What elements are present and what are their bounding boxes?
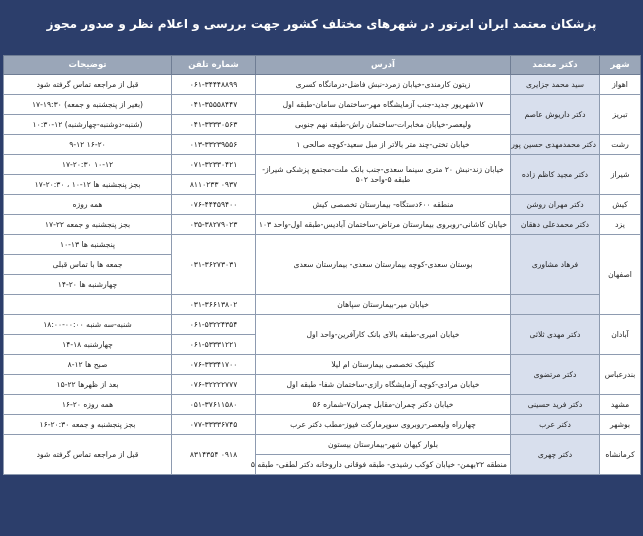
notes-cell: ۱۶-۲۰ ۹-۱۲	[4, 135, 172, 155]
notes-cell: بعد از ظهرها ۲۲-۱۵	[4, 375, 172, 395]
doctor-cell: دکتر مجید کاظم زاده	[511, 155, 600, 195]
address-cell: ولیعصر-خیابان مخابرات-ساختمان راش-طبقه نهم جنوبی	[256, 115, 511, 135]
table-row	[4, 395, 641, 415]
address-cell: کلینیک تخصصی بیمارستان ام لیلا	[256, 355, 511, 375]
city-cell: بندرعباس	[600, 355, 641, 395]
notes-cell: ۱۰-۱۲ ۱۷-۲۰:۳۰	[4, 155, 172, 175]
phone-cell: ۰۹۳۷ ۸۱۱۰۲۳۳	[172, 175, 256, 195]
doctor-cell: دکتر محمدمهدی حسین پور	[511, 135, 600, 155]
notes-cell: قبل از مراجعه تماس گرفته شود	[4, 435, 172, 475]
phone-cell: ۰۵۱-۳۷۶۱۱۵۸۰	[172, 395, 256, 415]
notes-cell: بجز پنجشنبه و جمعه ۲۰:۳۰-۱۶	[4, 415, 172, 435]
table-row	[4, 95, 641, 115]
table-row	[4, 215, 641, 235]
address-cell: زیتون کارمندی-خیابان زمرد-نبش فاضل-درمانگاه کسری	[256, 75, 511, 95]
address-cell: خیابان تختی-چند متر بالاتر از مبل سعید-کوچه صالحی ۱	[256, 135, 511, 155]
city-cell: تبریز	[600, 95, 641, 135]
notes-cell: همه روزه	[4, 195, 172, 215]
table-row	[4, 75, 641, 95]
phone-cell: ۰۳۱-۳۶۲۷۳۰۳۱	[172, 235, 256, 295]
phone-cell: ۰۶۱-۵۳۳۳۱۲۲۱	[172, 335, 256, 355]
phone-cell: ۰۷۶-۳۳۳۴۱۷۰۰	[172, 355, 256, 375]
city-cell: آبادان	[600, 315, 641, 355]
address-cell: خیابان میر-بیمارستان سپاهان	[256, 295, 511, 315]
address-cell: منطقه ۲۲بهمن- خیابان کوکب رشیدی- طبقه فوقانی داروخانه دکتر لطفی- طبقه ۵	[256, 455, 511, 475]
page-title: پزشکان معتمد ایران ایرتور در شهرهای مختلف کشور جهت بررسی و اعلام نظر و صدور مجوز	[46, 17, 597, 31]
address-cell: بوستان سعدی-کوچه بیمارستان سعدی- بیمارستان سعدی	[256, 235, 511, 295]
header-notes: توضیحات	[4, 56, 172, 75]
doctors-table-wrapper	[3, 55, 640, 536]
phone-cell: ۰۳۱-۳۶۶۱۳۸۰۲	[172, 295, 256, 315]
address-cell: خیابان کاشانی-روبروی بیمارستان مرتاض-ساختمان آبادیس-طبقه اول-واحد ۱۰۳	[256, 215, 511, 235]
doctor-cell: دکتر عرب	[511, 415, 600, 435]
notes-cell: چهارشنبه ها ۲۰-۱۴	[4, 275, 172, 295]
table-row	[4, 235, 641, 255]
table-row	[4, 315, 641, 335]
city-cell: اصفهان	[600, 235, 641, 315]
city-cell: شیراز	[600, 155, 641, 195]
city-cell: مشهد	[600, 395, 641, 415]
table-header-row	[4, 56, 641, 75]
address-cell: بلوار کیهان شهر-بیمارستان بیستون	[256, 435, 511, 455]
notes-cell: (شنبه-دوشنبه-چهارشنبه) ۱۲-۱۰:۳۰	[4, 115, 172, 135]
notes-cell: صبح ها ۱۲-۸	[4, 355, 172, 375]
phone-cell: ۰۱۳-۳۳۲۳۹۵۵۶	[172, 135, 256, 155]
table-row	[4, 195, 641, 215]
phone-cell: ۰۴۱-۳۳۳۳۰۵۶۳	[172, 115, 256, 135]
phone-cell: ۰۴۱-۳۵۵۵۸۴۴۷	[172, 95, 256, 115]
header-phone: شماره تلفن	[172, 56, 256, 75]
phone-cell: ۰۷۱-۳۲۳۳۰۴۲۱	[172, 155, 256, 175]
address-cell: خیابان امیری-طبقه بالای بانک کارآفرین-واحد اول	[256, 315, 511, 355]
notes-cell	[4, 295, 172, 315]
doctor-cell: سید محمد جزایری	[511, 75, 600, 95]
address-cell: خیابان مرادی-کوچه آزمایشگاه رازی-ساختمان شفا- طبقه اول	[256, 375, 511, 395]
phone-cell: ۰۳۵-۳۸۲۷۹۰۲۳	[172, 215, 256, 235]
phone-cell: ۰۷۶-۳۲۲۲۲۷۷۷	[172, 375, 256, 395]
doctor-cell: دکتر محمدعلی دهقان	[511, 215, 600, 235]
notes-cell: بجز پنجشنبه و جمعه ۲۲-۱۷	[4, 215, 172, 235]
city-cell: کرمانشاه	[600, 435, 641, 475]
doctors-table	[3, 55, 641, 475]
phone-cell: ۰۷۶-۴۴۴۵۹۴۰۰	[172, 195, 256, 215]
header-doctor: دکتر معتمد	[511, 56, 600, 75]
table-row	[4, 355, 641, 375]
notes-cell: پنجشنبه ها ۱۳-۱۰	[4, 235, 172, 255]
notes-cell: (بغیر از پنجشنبه و جمعه) ۱۹:۳۰-۱۷	[4, 95, 172, 115]
header-address: آدرس	[256, 56, 511, 75]
notes-cell: شنبه-سه شنبه ۰۰:۰۰-۱۸:۰۰	[4, 315, 172, 335]
city-cell: کیش	[600, 195, 641, 215]
doctor-cell: دکتر فرید حسینی	[511, 395, 600, 415]
notes-cell: بجز پنجشنبه ها ۱۲-۱۰ ، ۲۰:۳۰-۱۷	[4, 175, 172, 195]
table-row	[4, 295, 641, 315]
phone-cell: ۰۷۷-۳۳۳۳۶۷۴۵	[172, 415, 256, 435]
city-cell: بوشهر	[600, 415, 641, 435]
notes-cell: قبل از مراجعه تماس گرفته شود	[4, 75, 172, 95]
header-city: شهر	[600, 56, 641, 75]
doctor-cell: فرهاد مشاوری	[511, 235, 600, 295]
doctor-cell	[511, 295, 600, 315]
notes-cell: چهارشنبه ۱۸-۱۴	[4, 335, 172, 355]
phone-cell: ۰۶۱-۵۳۲۲۴۳۵۴	[172, 315, 256, 335]
city-cell: اهواز	[600, 75, 641, 95]
table-row	[4, 435, 641, 455]
phone-cell: ۰۹۱۸ ۸۳۱۴۳۵۴	[172, 435, 256, 475]
notes-cell: جمعه ها با تماس قبلی	[4, 255, 172, 275]
doctor-cell: دکتر مرتضوی	[511, 355, 600, 395]
phone-cell: ۰۶۱-۳۴۴۴۸۸۹۹	[172, 75, 256, 95]
address-cell: چهارراه ولیعصر-روبروی سوپرمارکت فیوز-مطب دکتر عرب	[256, 415, 511, 435]
address-cell: منطقه ۶۰۰دستگاه- بیمارستان تخصصی کیش	[256, 195, 511, 215]
doctor-cell: دکتر چهری	[511, 435, 600, 475]
table-row	[4, 135, 641, 155]
city-cell: یزد	[600, 215, 641, 235]
city-cell: رشت	[600, 135, 641, 155]
doctor-cell: دکتر مهران روشن	[511, 195, 600, 215]
doctor-cell: دکتر مهدی ثلاثی	[511, 315, 600, 355]
address-cell: خیابان زند-نبش ۲۰ متری سینما سعدی-جنب بانک ملت-مجتمع پزشکی شیراز-طبقه ۵-واحد ۵۰۲	[256, 155, 511, 195]
doctor-cell: دکتر داریوش عاصم	[511, 95, 600, 135]
address-cell: خیابان دکتر چمران-مقابل چمران۷-شماره ۵۶	[256, 395, 511, 415]
address-cell: ۱۷شهریور جدید-جنب آزمایشگاه مهر-ساختمان سامان-طبقه اول	[256, 95, 511, 115]
table-row	[4, 415, 641, 435]
notes-cell: همه روزه ۲۰-۱۶	[4, 395, 172, 415]
table-row	[4, 155, 641, 175]
